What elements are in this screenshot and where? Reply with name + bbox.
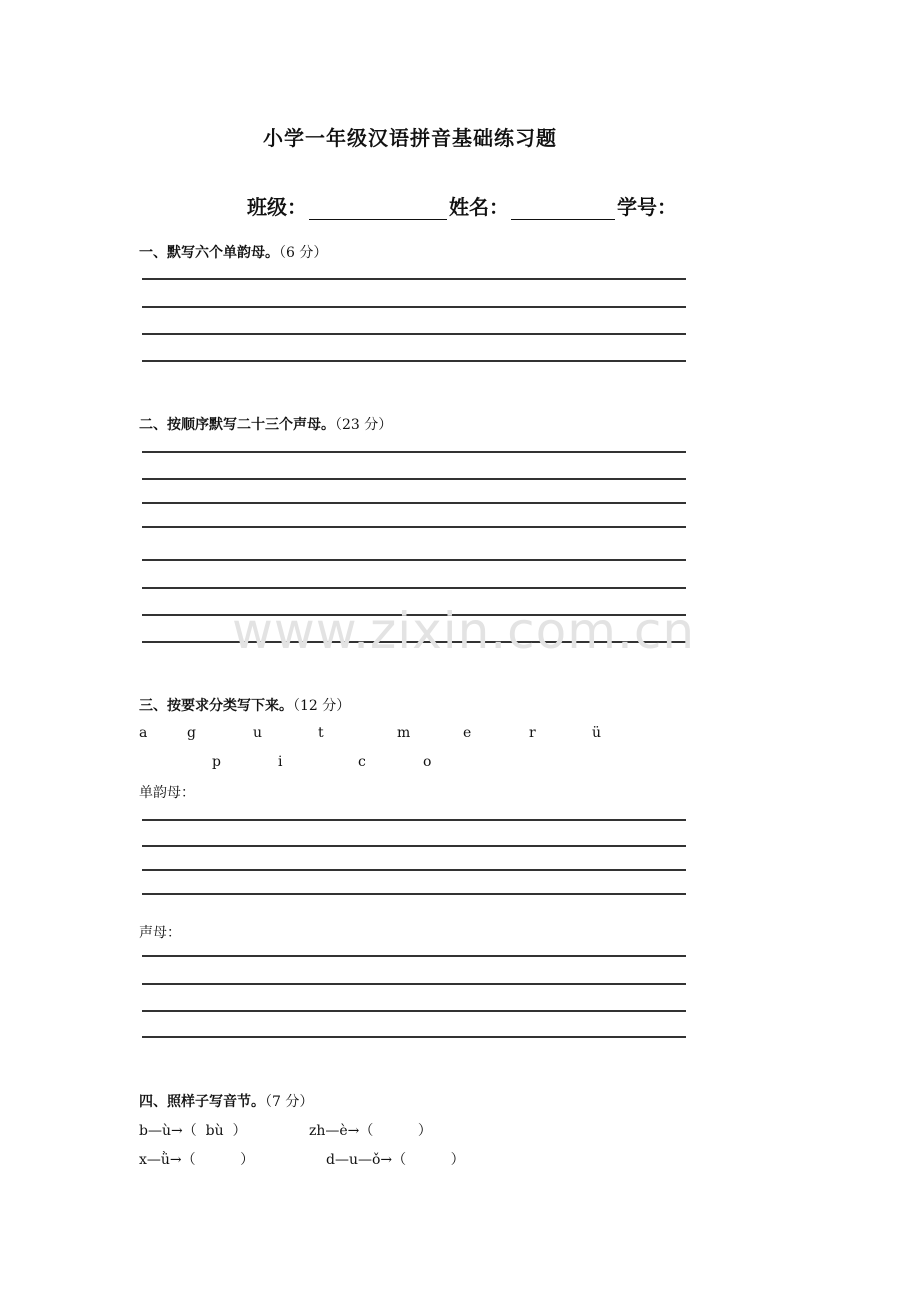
question-1-heading <box>139 242 327 262</box>
answer-line[interactable] <box>142 869 686 871</box>
vowels-label: 单韵母： <box>139 785 195 801</box>
answer-line[interactable] <box>142 478 686 480</box>
letter-item: r <box>529 725 536 741</box>
question-3-score: （12 分） <box>293 698 351 714</box>
question-4-heading <box>139 1091 313 1111</box>
letter-item: ü <box>592 725 602 741</box>
letter-item: m <box>397 725 411 741</box>
consonants-label: 声母： <box>139 925 181 941</box>
answer-line[interactable] <box>142 306 686 308</box>
question-2-score: （23 分） <box>335 417 393 433</box>
question-2-heading <box>139 414 392 434</box>
answer-line[interactable] <box>142 983 686 985</box>
class-label: 班级： <box>247 195 307 219</box>
answer-line[interactable] <box>142 278 686 280</box>
answer-line[interactable] <box>142 502 686 504</box>
page-title: 小学一年级汉语拼音基础练习题 <box>263 126 557 150</box>
name-label: 姓名： <box>449 195 509 219</box>
answer-line[interactable] <box>142 333 686 335</box>
answer-line[interactable] <box>142 614 686 616</box>
id-label: 学号： <box>617 195 677 219</box>
answer-line[interactable] <box>142 641 686 643</box>
question-4-score: （7 分） <box>265 1094 314 1110</box>
answer-line[interactable] <box>142 955 686 957</box>
letter-item: u <box>253 725 263 741</box>
answer-line[interactable] <box>142 893 686 895</box>
letter-item: g <box>187 725 196 741</box>
question-3-text: 三、按要求分类写下来。 <box>139 698 293 714</box>
example-syllable: b—ù→（ bù ） <box>139 1123 247 1139</box>
letter-item: i <box>278 754 283 770</box>
question-1-score: （6 分） <box>279 245 328 261</box>
watermark: www.zixin.com.cn <box>232 602 696 660</box>
class-blank[interactable] <box>309 193 447 220</box>
letter-item: o <box>423 754 432 770</box>
answer-line[interactable] <box>142 1036 686 1038</box>
answer-line[interactable] <box>142 526 686 528</box>
syllable-exercise[interactable]: zh—è→（ ） <box>309 1123 432 1139</box>
question-3-heading <box>139 695 350 715</box>
letter-item: c <box>358 754 366 770</box>
answer-line[interactable] <box>142 1010 686 1012</box>
answer-line[interactable] <box>142 559 686 561</box>
syllable-exercise[interactable]: d—u—ǒ→（ ） <box>326 1152 465 1168</box>
answer-line[interactable] <box>142 587 686 589</box>
student-info-row <box>247 188 677 220</box>
letter-item: e <box>463 725 472 741</box>
question-2-text: 二、按顺序默写二十三个声母。 <box>139 417 335 433</box>
question-4-text: 四、照样子写音节。 <box>139 1094 265 1110</box>
letter-item: t <box>318 725 324 741</box>
syllable-exercise[interactable]: x—ǜ→（ ） <box>139 1152 255 1168</box>
letter-item: a <box>139 725 148 741</box>
answer-line[interactable] <box>142 360 686 362</box>
answer-line[interactable] <box>142 451 686 453</box>
answer-line[interactable] <box>142 819 686 821</box>
letter-item: p <box>212 754 221 770</box>
name-blank[interactable] <box>511 193 615 220</box>
question-1-text: 一、默写六个单韵母。 <box>139 245 279 261</box>
answer-line[interactable] <box>142 845 686 847</box>
